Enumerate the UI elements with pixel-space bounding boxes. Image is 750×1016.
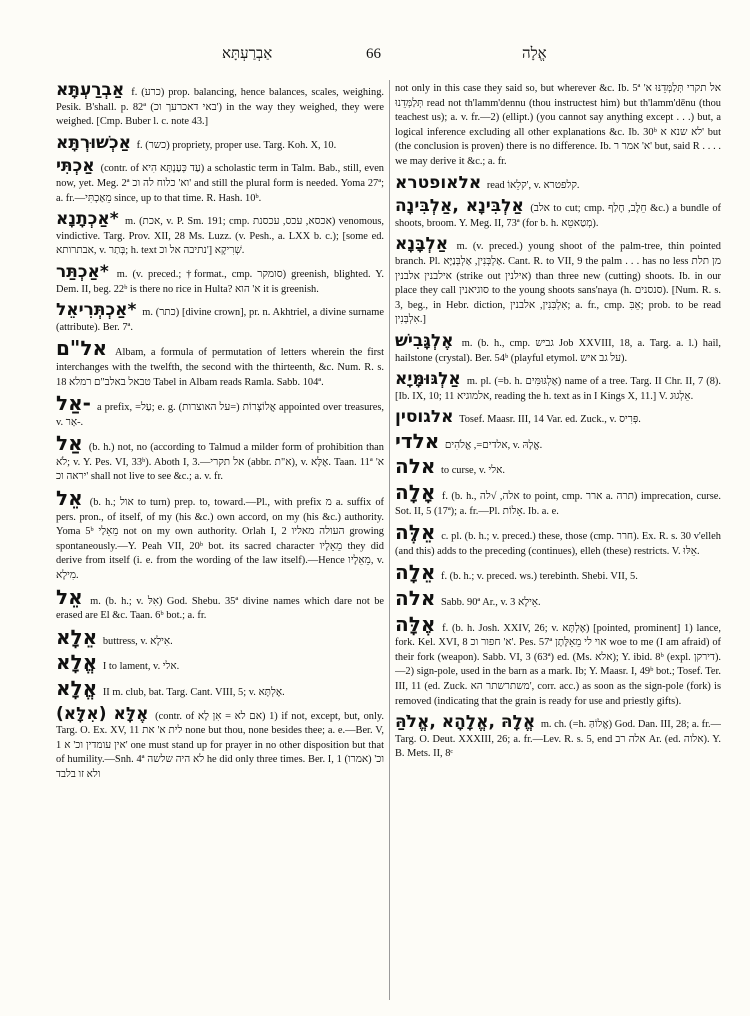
dictionary-entry — [395, 82, 721, 170]
headword: *אַכְתַּר — [56, 261, 109, 282]
dictionary-entry — [395, 714, 721, 762]
entry-definition: II m. club, bat. Targ. Cant. VIII, 5; v. אֶלְתָּא. — [102, 687, 285, 698]
entry-definition: (b. h.; אול to turn) prep. to, toward.—Pl., with prefix מ a. suffix of pers. pron., of itself, of my (his &c.) own accord, on my (his &c.) authority. Yoma 5ᵇ מֵאֵלַי not on my own authority. Orlah I, 2 העולה מאליו growing spontaneously.—Y. Peah VII, 20ᵇ bot. its sacred character מֵאֵלָיו they did derive from itself (i. e. from the wording of the law itself).—Hence מֵאֵלָיו, v. מִילָא. — [56, 497, 384, 582]
dictionary-entry — [395, 371, 721, 404]
headword: אֱלָהּ ,אֱלָהָא ,אֱלֹהַּ — [395, 712, 536, 733]
entry-definition: m. (כתר) [divine crown], pr. n. Akhtriel, a divine surname (attribute). Ber. 7ª. — [56, 307, 384, 333]
headword: אֵלֶּה — [395, 520, 436, 545]
entry-definition: f. (כרע) prop. balancing, hence balances, scales, weighing. Pesik. B'shall. p. 82ª (באי דאכרעך וכ') in the way they weighed, they were weighed. [Cmp. Buber l. c. note 43.] — [56, 87, 384, 128]
dictionary-entry — [56, 132, 384, 154]
headword: אַכְשׁוּרְתָּא — [56, 132, 131, 153]
page-header — [0, 44, 750, 68]
headword: אָלָה — [395, 480, 436, 505]
dictionary-entry — [395, 330, 721, 366]
dictionary-entry — [56, 486, 384, 584]
dictionary-entry — [56, 336, 384, 390]
headword: *אַכְתְּרִיאֵל — [56, 300, 137, 321]
dictionary-entry — [395, 560, 721, 585]
entry-definition: m. (v. preced.) young shoot of the palm-tree, thin pointed branch. Pl. אַלְבְּנִין, אַלְבְּנַיָּא. Cant. R. to VII, 9 the palm . . . has no less מן תלת אילבנין אלבנין (strike out אילנין) than three new (cutting) shoots. Ib. in our place they call סוגיאנין to the young shoots sans'naya (h. סנסנים). [Num. R. s. 3, beg., in Hebr. diction, אִלְבִּנִין, אלבנין; a. fr., cmp. אֵבִּ; prob. to be read אִלְבְּנִין.] — [395, 241, 721, 326]
dictionary-entry — [395, 236, 721, 328]
dictionary-entry — [56, 261, 384, 297]
entry-definition: Tosef. Maasr. III, 14 Var. ed. Zuck., v. פְּרִיס. — [459, 414, 641, 426]
dictionary-entry — [56, 650, 384, 675]
dictionary-entry — [56, 703, 384, 783]
entry-definition: Albam, a formula of permutation of letters wherein the first interchanges with the twelfth, the second with the thirteenth, &c. Num. R. s. 18 טבאל באלב"ם רמלא Tabel in Albam reads Ramla. Sabb. 104ª. — [56, 347, 384, 388]
entry-definition: read קלֵאוֹ', v. קלפטרא. — [486, 179, 580, 191]
dictionary-entry — [56, 391, 384, 430]
headword: אלדי — [395, 428, 440, 453]
right-column — [395, 82, 721, 1007]
entry-definition: Sabb. 90ª Ar., v. אֵילָא 3. — [441, 597, 541, 609]
dictionary-entry — [395, 480, 721, 519]
headword: -אַל — [56, 391, 91, 416]
entry-definition: m. (b. h.; v. אִלּ) God. Shebu. 35ª divine names which dare not be erased are El &c. Taan. 6ᵇ bot.; a. fr. — [56, 595, 384, 622]
headword: אל"ם — [56, 336, 108, 361]
headword: אלה — [395, 586, 436, 611]
entry-definition: buttress, v. אִילָא. — [102, 635, 173, 647]
headword: אֶלָּא (אִלָּא) — [56, 703, 149, 724]
dictionary-entry — [56, 624, 384, 650]
entry-definition: f. (b. h., אלה, √לה to point, cmp. ארר a. תרה) imprecation, curse. Sot. II, 5 (17ª); a. fr.—Pl. אָלוֹת. Ib. a. e. — [395, 491, 721, 517]
entry-definition: אלדים=, אֱלֹהִים, v. אֱלָהּ. — [444, 439, 543, 451]
dictionary-entry — [56, 676, 384, 701]
dictionary-entry — [395, 454, 721, 479]
entry-definition: f. (כשר) propriety, proper use. Targ. Koh. X, 10. — [136, 139, 337, 151]
entry-definition: f. (b. h.; v. preced. ws.) terebinth. Shebi. VII, 5. — [441, 571, 638, 583]
entry-definition: (אלב to cut; cmp. חֵלֶב, חָלַף &c.) a bundle of shoots, broom. Y. Meg. II, 73ª (for b. h. מְטַאטֵא). — [395, 203, 721, 229]
dictionary-entry — [395, 428, 721, 454]
entry-definition: not only in this case they said so, but wherever &c. Ib. 5ª אל תקרי תְּלַמְּדֵנּוּ א' תְּלַמְּדֵנוּ read not th'lamm'dennu (thou instructest him) but th'lamm'dēnu (thou teachest us); a. v. fr.—2) (ellipt.) (you cannot say anything except . . .) but, a logical inference excluding all other explanations &c. Ib. 30ᵇ לא שנא א' but (the conclusion is proven) there is no difference. Ib. א' אמר ר' but, said R . . . . we may derive it &c.; a. fr. — [395, 83, 721, 167]
headword: אַבְרַעְתָּא — [56, 82, 125, 100]
entry-definition: m. (b. h., cmp. גביש Job XXVIII, 18, a. Targ. a. l.) hail, hailstone (crystal). Ber. 54ᵇ (playful etymol. על גב איש). — [395, 337, 721, 364]
headword: אַלְגּוּמָּיָא — [395, 369, 461, 390]
dictionary-entry — [56, 158, 384, 206]
dictionary-entry — [56, 584, 384, 624]
entry-definition: (contr. of עַד כְּעַנְתָּא הִיא) a scholastic term in Talm. Bab., still, even now, yet. Meg. 2ª וא' כלוח לה וכ' and still the plural form is needed. Yoma 27ª; a. fr.—מֵאַכְתִּי since, up to that time. R. Hash. 10ᵇ. — [56, 163, 384, 204]
headword: אֵלָא — [56, 624, 98, 649]
headword: אֵל — [56, 486, 83, 511]
headword: אַלְבִּינָא ,אַלְבִּינָה — [395, 196, 524, 217]
entry-definition: c. pl. (b. h.; v. preced.) these, those (cmp. חרר). Ex. R. s. 30 v'elleh (and this) adds to the preceding (continues), elleh (these) restricts. V. אֵלּוּ. — [395, 531, 721, 557]
page-number: 66 — [366, 46, 381, 62]
dictionary-entry — [395, 586, 721, 611]
headword: אלה — [395, 454, 436, 479]
dictionary-entry — [395, 172, 721, 194]
entry-definition: m. (אכת, v. P. Sm. 191; cmp. אכסא, עכס, עכסנת) venomous, vindictive. Targ. Prov. XII, 28 Ms. Luzz. (v. Pesh., a. LXX b. c.); [some ed. אבתרותא, v. בְּתַר; h. text נתיבה אל וכ'] שְׁרִיקָא. — [56, 216, 384, 257]
dictionary-entry — [395, 198, 721, 231]
entry-definition: a prefix, =עַל; e. g. אֲלוֹצְרוֹת (=על האוצרות) appointed over treasures, v. אַר-. — [56, 402, 384, 428]
column-divider — [389, 80, 390, 1000]
headword: אֵלָה — [395, 560, 436, 585]
entry-definition: (b. h.) not, no (according to Talmud a milder form of prohibition than לֹא; v. Y. Pes. VI, 33ᵇ). Aboth I, 3.—אל תקרי (abbr. א"ת), v. אֶלָּא. Taan. 11ª א' יראה וכ' shall not live to see &c.; a. v. fr. — [56, 442, 384, 483]
entry-definition: to curse, v. אלי. — [441, 465, 505, 477]
headword: אֵל — [56, 584, 83, 609]
entry-definition: m. ch. (=h. אֱלוֹהַּ) God. Dan. III, 28; a. fr.—Targ. O. Deut. XXXIII, 26; a. fr.—Lev. R. s. 5, end אלה רב Ar. (ed. אלוה). Y. B. Mets. II, 8ᶜ — [395, 719, 721, 760]
entry-definition: (contr. of אם לא = אִן לָא) 1) if not, except, but, only. Targ. O. Ex. XV, 11 לית א' את none but thou, none besides thee; a. e.—Ber. V, 1 אין עומדין וכ' א' one must stand up for prayer in no other disposition but that of humility.—Snh. 4ª לא היה שלשה he did only three times. Ber. I, 1 (אמרו) וכ' ולא זו בלבד — [56, 710, 384, 780]
headword: אֶלְגָּבִישׁ — [395, 330, 454, 351]
entry-definition: m. (v. preced.; †format., cmp. סומקר) greenish, blighted. Y. Dem. II, beg. 22ᵇ is there no rice in Hulta? א' הוא it is greenish. — [56, 268, 384, 295]
running-head-right: אֱלָה — [522, 46, 547, 62]
headword: אלגוסין — [395, 407, 454, 428]
headword: אלאופטרא — [395, 172, 482, 193]
dictionary-entry — [56, 211, 384, 259]
headword: אַלְבָּנָא — [395, 234, 449, 255]
dictionary-entry — [56, 302, 384, 335]
headword: אֶלָּה — [395, 611, 436, 636]
dictionary-entry — [56, 431, 384, 485]
left-column — [56, 82, 384, 1007]
headword: אַל — [56, 431, 83, 456]
headword: אֱלָא — [56, 676, 98, 700]
running-head-left: אַבְרַעְתָּא — [222, 46, 273, 62]
headword: אֱלָא — [56, 650, 98, 675]
headword: אַכְתִּי — [56, 156, 95, 177]
dictionary-entry — [395, 611, 721, 710]
dictionary-entry — [395, 409, 721, 428]
headword: *אַכְתָנָא — [56, 209, 119, 230]
entry-definition: f. (b. h. Josh. XXIV, 26; v. אֶלְתָּא) [pointed, prominent] 1) lance, fork. Kel. XVI, 8 א' חפור וכ'. Pes. 57ª אוי לי מֵאֵלָּתָן woe to me (I am afraid) of their fork (weapon). Sabb. VI, 3 (63ª) ed. (Ms. אלא); Y. ibid. 8ᵇ (expl. דירקן).—2) sign-pole, used in the barn as a mark. Ib; Y. Maasr. I, 49ᵇ bot.; Tosef. Ter. III, 11 (ed. Zuck. משתרשתר הא', corr. acc.) as soon as the sign-pole (fork) is removed (indicating that the grain is ready for use and priestly gifts). — [395, 622, 721, 707]
entry-definition: m. pl. (=b. h. אַלְגּוּמִּים) name of a tree. Targ. II Chr. II, 7 (8). [Ib. IX, 10; 11 אלמוגיא, reading the h. text as in I Kings X, 11.] V. אֵלְגוּג. — [395, 376, 721, 402]
dictionary-entry — [395, 520, 721, 559]
dictionary-entry — [56, 82, 384, 130]
entry-definition: I to lament, v. אלי. — [102, 661, 180, 673]
